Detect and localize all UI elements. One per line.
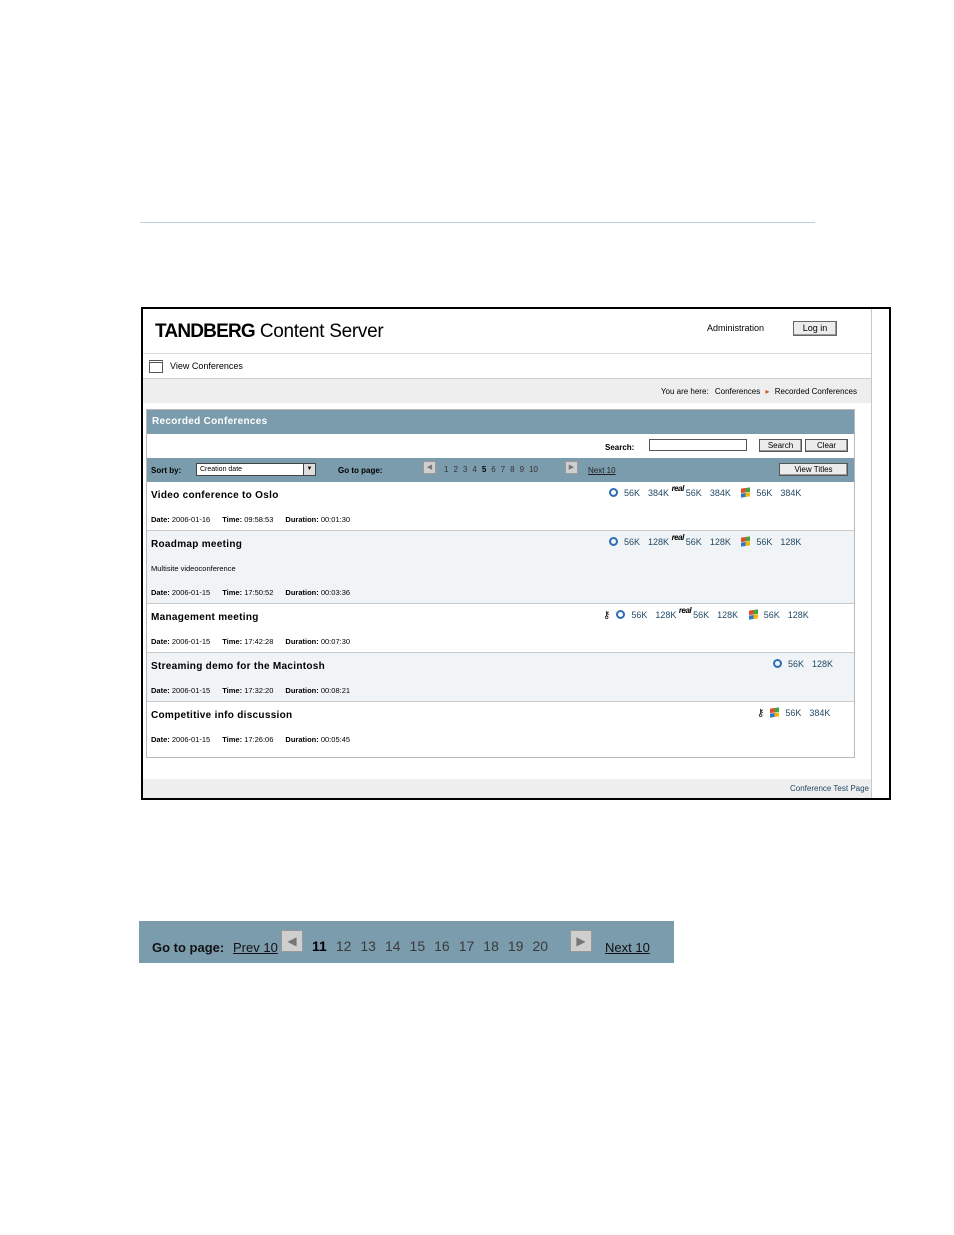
breadcrumb-bar <box>143 379 871 403</box>
page-link[interactable]: 2 <box>453 465 458 474</box>
administration-label: Administration <box>706 323 764 333</box>
breadcrumb <box>661 387 857 396</box>
format-link[interactable]: 384K <box>648 488 670 498</box>
page-link[interactable]: 6 <box>491 465 496 474</box>
format-link[interactable]: 128K <box>655 610 677 620</box>
format-link[interactable]: 56K <box>685 537 702 547</box>
key-icon: ⚷ <box>757 708 765 720</box>
page-link[interactable]: 19 <box>507 938 524 954</box>
quicktime-icon <box>609 488 618 497</box>
page-link[interactable]: 12 <box>335 938 352 954</box>
conference-title[interactable]: Streaming demo for the Macintosh <box>151 661 326 672</box>
sort-label: Sort by: <box>151 466 182 475</box>
logo-product: Content Server <box>259 321 384 342</box>
clear-button[interactable]: Clear <box>805 439 848 452</box>
windows-media-icon <box>770 707 779 717</box>
prev-arrow-icon[interactable]: ◀ <box>281 930 303 952</box>
format-link[interactable]: 56K <box>624 537 641 547</box>
recorded-conferences-panel <box>146 409 855 758</box>
format-link[interactable]: 128K <box>780 537 802 547</box>
format-link[interactable]: 56K <box>624 488 641 498</box>
conference-row <box>147 531 854 604</box>
footer-bar <box>143 779 871 798</box>
format-link[interactable]: 384K <box>809 708 831 718</box>
breadcrumb-arrow-icon: ▸ <box>765 387 770 396</box>
format-links <box>609 484 802 498</box>
conference-test-page-link[interactable]: Conference Test Page <box>789 784 869 793</box>
conference-row <box>147 702 854 749</box>
page-link[interactable]: 16 <box>434 938 450 954</box>
goto-page-label: Go to page: <box>338 466 383 475</box>
next-10-link[interactable]: Next 10 <box>588 466 616 475</box>
conference-meta: Date: 2006-01-15 Time: 17:50:52 Duration: 00:03:36 <box>151 588 351 597</box>
windows-media-icon <box>741 536 750 546</box>
conference-meta: Date: 2006-01-15 Time: 17:26:06 Duration: 00:05:45 <box>151 735 351 744</box>
format-link[interactable]: 56K <box>756 537 773 547</box>
page-link[interactable]: 9 <box>519 465 525 474</box>
search-input[interactable] <box>649 439 747 451</box>
page-link[interactable]: 1 <box>444 465 449 474</box>
page-link[interactable]: 18 <box>483 938 499 954</box>
conference-meta: Date: 2006-01-15 Time: 17:42:28 Duration: 00:07:30 <box>151 637 351 646</box>
pagination-strip <box>139 921 674 963</box>
view-titles-button[interactable]: View Titles <box>779 463 848 476</box>
format-link[interactable]: 56K <box>763 610 780 620</box>
page-link[interactable]: 14 <box>384 938 401 954</box>
page-numbers <box>444 465 543 474</box>
page-link[interactable]: 3 <box>462 465 468 474</box>
format-link[interactable]: 128K <box>709 537 731 547</box>
sort-select[interactable] <box>196 463 316 476</box>
navigation-bar <box>143 353 871 380</box>
real-icon: real <box>678 606 692 615</box>
breadcrumb-conferences[interactable]: Conferences <box>714 387 761 396</box>
content-server-page <box>143 309 872 798</box>
format-link[interactable]: 384K <box>709 488 731 498</box>
strip-page-numbers <box>312 938 557 954</box>
conference-row <box>147 653 854 702</box>
format-link[interactable]: 384K <box>780 488 802 498</box>
format-link[interactable]: 128K <box>812 659 834 669</box>
format-links <box>757 708 830 719</box>
conference-meta: Date: 2006-01-16 Time: 09:58:53 Duration: 00:01:30 <box>151 515 351 524</box>
windows-media-icon <box>741 487 750 497</box>
login-button[interactable]: Log in <box>793 321 837 336</box>
sort-pagination-bar <box>147 458 854 482</box>
next-10-link[interactable]: Next 10 <box>605 940 650 955</box>
format-link[interactable]: 128K <box>717 610 739 620</box>
format-links <box>773 659 833 669</box>
page-link[interactable]: 8 <box>510 465 515 474</box>
page-link[interactable]: 10 <box>529 465 538 474</box>
conference-title[interactable]: Management meeting <box>151 612 259 623</box>
format-link[interactable]: 128K <box>787 610 809 620</box>
quicktime-icon <box>616 610 625 619</box>
page-current: 11 <box>312 938 327 954</box>
page-link[interactable]: 15 <box>409 938 426 954</box>
sort-select-value: Creation date <box>200 466 243 473</box>
divider-rule <box>140 222 815 223</box>
conference-meta: Date: 2006-01-15 Time: 17:32:20 Duration: 00:08:21 <box>151 686 351 695</box>
format-link[interactable]: 56K <box>788 659 805 669</box>
prev-page-arrow-icon[interactable]: ◀ <box>423 461 436 474</box>
next-page-arrow-icon[interactable]: ▶ <box>565 461 578 474</box>
search-button[interactable]: Search <box>759 439 802 452</box>
real-icon: real <box>671 484 684 493</box>
conference-title[interactable]: Roadmap meeting <box>151 539 243 550</box>
quicktime-icon <box>773 659 782 668</box>
view-conferences-link[interactable]: View Conferences <box>170 361 243 371</box>
breadcrumb-recorded: Recorded Conferences <box>774 387 857 396</box>
logo <box>155 321 383 343</box>
format-link[interactable]: 56K <box>631 610 648 620</box>
next-arrow-icon[interactable]: ▶ <box>570 930 592 952</box>
search-label: Search: <box>605 443 635 452</box>
chevron-down-icon[interactable]: ▼ <box>303 464 315 475</box>
breadcrumb-prefix: You are here: <box>660 387 709 396</box>
logo-brand: TANDBERG <box>155 321 255 342</box>
screenshot-frame <box>141 307 891 800</box>
film-icon <box>149 360 163 373</box>
page-link[interactable]: 17 <box>458 938 475 954</box>
format-links <box>609 533 802 547</box>
key-icon: ⚷ <box>603 610 611 622</box>
format-link[interactable]: 128K <box>648 537 670 547</box>
conference-row <box>147 482 854 531</box>
page-link[interactable]: 4 <box>472 465 477 474</box>
page-link[interactable]: 7 <box>500 465 506 474</box>
page-link[interactable]: 20 <box>532 938 549 954</box>
format-link[interactable]: 56K <box>685 488 702 498</box>
conference-description: Multisite videoconference <box>151 564 236 573</box>
format-link[interactable]: 56K <box>785 708 802 718</box>
format-link[interactable]: 56K <box>756 488 773 498</box>
quicktime-icon <box>609 537 618 546</box>
conference-title[interactable]: Video conference to Oslo <box>151 490 279 501</box>
strip-goto-label: Go to page: <box>152 940 225 955</box>
windows-media-icon <box>749 609 758 619</box>
conference-row <box>147 604 854 653</box>
prev-10-link[interactable]: Prev 10 <box>233 940 278 955</box>
conference-title[interactable]: Competitive info discussion <box>151 710 293 721</box>
format-links <box>603 606 809 622</box>
format-link[interactable]: 56K <box>693 610 710 620</box>
real-icon: real <box>671 533 684 542</box>
panel-title: Recorded Conferences <box>147 410 854 434</box>
page-current: 5 <box>481 465 487 474</box>
search-row <box>147 434 854 458</box>
page-link[interactable]: 13 <box>360 938 376 954</box>
